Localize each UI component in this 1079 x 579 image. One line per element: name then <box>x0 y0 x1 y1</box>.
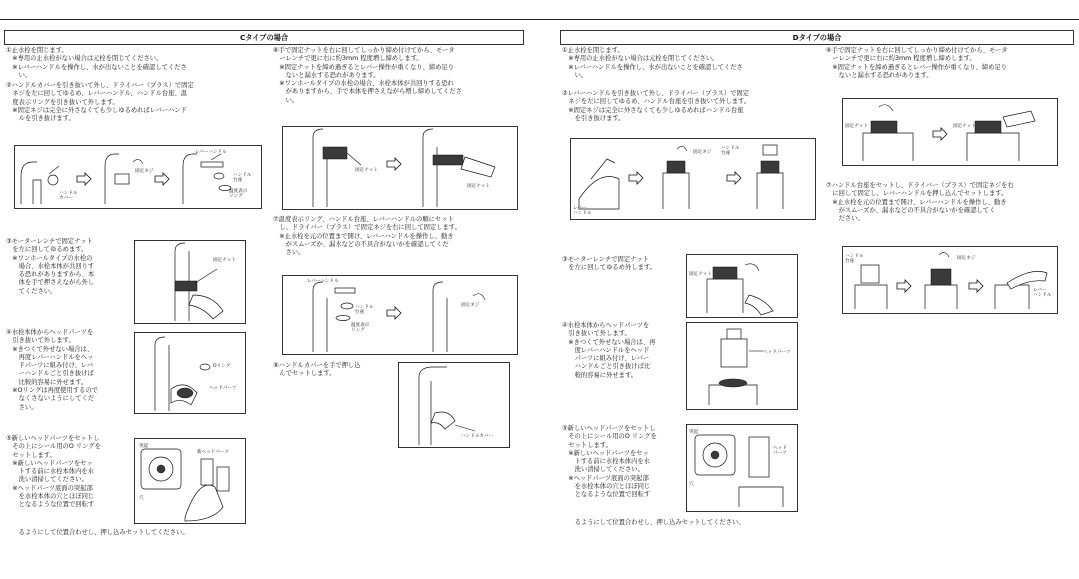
svg-text:台座: 台座 <box>845 259 855 264</box>
d-step-7: ⑦ハンドル台座をセットし、ドライバー（プラス）で固定ネジを右 に回して固定し、レバーハンドルを押し込んでセットします。 ※止水栓を元の位置まで開け、レバーハンドルを操作し、動き がスムーズか、漏水などの不具合がないかを確認してく ださい。 <box>826 182 1014 223</box>
c-fig7-label-lever: レバーハンドル <box>307 279 339 284</box>
c-fig5-label-hole: 穴 <box>139 496 144 501</box>
c-fig4-label-head: ヘッドパーツ <box>209 386 237 391</box>
c-step-4: ④水栓本体からヘッドパーツを 引き抜いて外します。 ※きつくて外せない場合は、 再度レバーハンドルをヘッ ドパーツに組み付け、レバ ーハンドルごと引き抜けば 比較的容易に外せます。 ※Oリングは再度使用するので なくさないようにしてくだ さい。 <box>6 329 98 411</box>
c-fig8-label-cover: ハンドルカバー <box>461 434 494 439</box>
svg-text:リング: リング <box>351 328 365 333</box>
d-fig-step6 <box>842 98 1058 166</box>
d-fig-step4 <box>686 322 798 410</box>
d-fig2-label-base: ハンドル <box>721 146 740 151</box>
c-fig-step3 <box>134 240 246 324</box>
d-fig4-label-head: ヘッドパーツ <box>763 350 791 355</box>
d-step-1: ①止水栓を閉じます。 ※専用の止水栓がない場合は元栓を閉じてください。 ※レバーハンドルを操作し、水が出ないことを確認してくださ い。 <box>562 47 743 79</box>
d-fig2-label-screw: 固定ネジ <box>693 150 712 155</box>
c-fig7-label-screw: 固定ネジ <box>461 303 480 308</box>
d-fig6-label-nut-2: 固定ナット <box>953 124 976 129</box>
c-fig4-label-oring: Oリング <box>213 364 231 369</box>
d-fig5-label-protrusion: 突起 <box>689 430 699 435</box>
d-fig-step5 <box>686 424 798 512</box>
c-step-5-cont: るようにして位置合わせし、押し込みセットしてください。 <box>6 529 189 536</box>
c-fig2-label-ring: 温度表示 <box>229 189 248 194</box>
c-type-title: Cタイプの場合 <box>4 30 524 45</box>
svg-text:リング: リング <box>229 194 243 199</box>
c-fig5-label-new-head: 新ヘッドパーツ <box>197 450 229 455</box>
c-fig2-label-screw: 固定ネジ <box>135 169 154 174</box>
c-fig5-label-protrusion: 突起 <box>139 444 149 449</box>
d-fig3-label-nut: 固定ナット <box>689 272 712 277</box>
c-step-5: ⑤新しいヘッドパーツをセットし その上にシール用のO リングを セットします。 ※新しいヘッドパーツをセッ トする前に水栓本体内を水 洗い清掃してください。 ※ヘッドパーツ底面の突起部 を水栓本体の穴とほぼ同じ となるような位置で回転す <box>6 435 101 509</box>
c-fig2-arrow-2 <box>155 173 169 185</box>
c-fig6-arrow <box>387 158 401 170</box>
d-step-4: ④水栓本体からヘッドパーツを 引き抜いて外します。 ※きつくて外せない場合は、再 度レバーハンドルをヘッド パーツに組み付け、レバー ハンドルごと引き抜けば比 較的容易に外せます。 <box>562 322 656 379</box>
d-fig2-label-lever: レバー <box>573 206 587 211</box>
c-fig3-label-nut: 固定ナット <box>213 258 236 263</box>
c-fig7-label-ring: 温度表示 <box>351 323 370 328</box>
c-fig-step7 <box>282 275 518 355</box>
svg-text:台座: 台座 <box>233 178 243 183</box>
d-step-5: ⑤新しいヘッドパーツをセットし その上にシール用のO リングを セットします。 ※新しいヘッドパーツをセッ トする前に水栓本体内を水 洗い清掃してください。 ※ヘッドパーツ底面の突起部 を水栓本体の穴とほぼ同じ となるような位置で回転す <box>562 425 657 499</box>
c-step-3: ③モーターレンチで固定ナット を左に回してゆるめます。 ※ワンホールタイプの水栓の 場合、水栓本体が共回りす る恐れがありますから、本 体を手で押さえながら外し てください。 <box>6 238 95 295</box>
c-fig2-label-base: ハンドル <box>233 173 252 178</box>
d-step-2: ②レバーハンドルを引き抜いて外し、ドライバー（プラス）で固定 ネジを左に回してゆるめ、ハンドル台座を引き抜いて外します。 ※固定ネジは完全に外さなくても少しゆるめればハンドル台座 を引き抜けます。 <box>562 90 751 122</box>
c-fig-step6 <box>282 126 518 210</box>
svg-text:ハンドル: ハンドル <box>573 211 592 216</box>
c-fig6-label-nut-2: 固定ナット <box>467 184 490 189</box>
svg-text:ハンドル: ハンドル <box>1033 293 1052 298</box>
d-fig6-label-nut-1: 固定ナット <box>845 124 868 129</box>
c-step-1: ①止水栓を閉じます。 ※専用の止水栓がない場合は元栓を閉じてください。 ※レバーハンドルを操作し、水が出ないことを確認してくださ い。 <box>6 47 187 79</box>
d-fig-step2 <box>570 138 816 220</box>
d-fig2-arrow-1 <box>629 172 643 184</box>
c-fig-step4 <box>134 332 246 414</box>
svg-text:台座: 台座 <box>721 151 731 156</box>
c-fig2-arrow-1 <box>77 173 91 185</box>
c-step-6: ⑥手で固定ナットを右に回してしっかり締め付けてから、モータ ーレンチで更に右に約3mm 程度増し締めします。 ※固定ナットを締め過ぎるとレバー操作が重くなり、締め足り ないと漏水する恐れがあります。 ※ワンホールタイプの水栓の場合、水栓本体が共回りする恐れ がありますから、手で本体を押さえながら増し締めしてくださ い。 <box>273 47 462 104</box>
d-fig5-label-hole: 穴 <box>689 482 694 487</box>
svg-text:台座: 台座 <box>355 310 365 315</box>
svg-text:パーツ: パーツ <box>773 451 787 456</box>
c-step-8: ⑧ハンドルカバーを手で押し込 んでセットします。 <box>273 362 361 378</box>
d-fig7-label-screw: 固定ネジ <box>957 256 976 261</box>
c-fig-step2-drawing <box>15 146 261 208</box>
top-rule <box>0 19 1079 20</box>
d-fig7-arrow-2 <box>969 280 983 292</box>
c-fig2-label-lever: レバーハンドル <box>195 150 227 155</box>
d-fig7-arrow-1 <box>897 280 911 292</box>
c-fig7-label-base: ハンドル <box>355 305 374 310</box>
c-fig2-label-cover: ハンドル <box>59 191 78 196</box>
svg-text:カバー: カバー <box>59 196 73 201</box>
d-fig-step7 <box>842 246 1058 314</box>
d-fig6-arrow <box>933 128 947 140</box>
d-fig7-label-base: ハンドル <box>845 254 864 259</box>
d-fig-step3 <box>686 254 798 318</box>
d-step-6: ⑥手で固定ナットを右に回してしっかり締め付けてから、モータ ーレンチで更に右に約3mm 程度増し締めします。 ※固定ナットを締め過ぎるとレバー操作が重くなり、締め足り ないと漏水する恐れがあります。 <box>826 47 1008 79</box>
c-step-2: ②ハンドルカバーを引き抜いて外し、ドライバー（プラス）で固定 ネジを左に回してゆるめ、レバーハンドル、ハンドル台座、温 度表示リングを引き抜いて外します。 ※固定ネジは完全に外さなくても少しゆるめればレバーハンド ルを引き抜けます。 <box>6 82 194 123</box>
d-fig2-arrow-2 <box>727 172 741 184</box>
c-step-7: ⑦温度表示リング、ハンドル台座、レバーハンドルの順にセット し、ドライバー（プラス）で固定ネジを右に回して固定します。 ※止水栓を元の位置まで開け、レバーハンドルを操作し、動き がスムーズか、漏水などの不具合がないかを確認してくだ さい。 <box>273 216 461 257</box>
d-step-3: ③モーターレンチで固定ナット を左に回してゆるめ外します。 <box>562 256 656 272</box>
c-fig-step8 <box>398 362 510 448</box>
d-fig5-label-head: ヘッド <box>773 446 787 451</box>
d-fig7-label-lever: レバー <box>1033 288 1047 293</box>
c-fig6-label-nut-1: 固定ナット <box>355 168 378 173</box>
d-step-5-cont: るようにして位置合わせし、押し込みセットしてください。 <box>562 519 745 526</box>
c-fig-step5 <box>134 438 246 524</box>
c-fig7-arrow <box>387 307 401 319</box>
c-fig-step2 <box>14 145 262 209</box>
d-type-title: Dタイプの場合 <box>560 30 1074 45</box>
